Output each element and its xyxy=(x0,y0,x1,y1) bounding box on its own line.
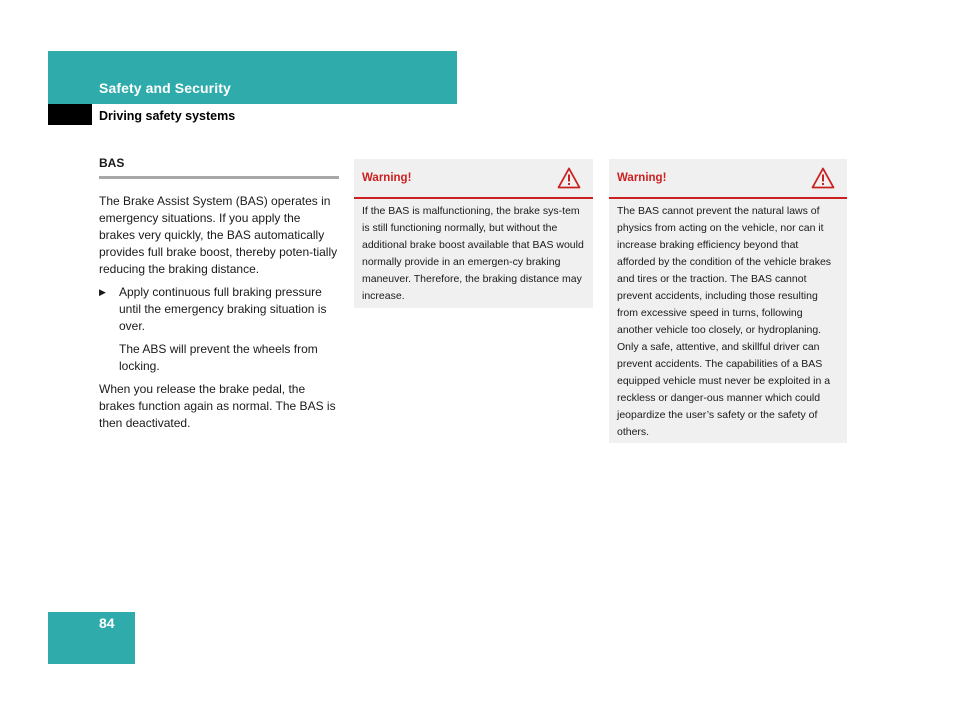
section-title: Safety and Security xyxy=(99,80,231,96)
warning-header xyxy=(609,159,847,199)
arrow-bullet-icon: ▶ xyxy=(99,287,106,297)
instruction-text: Apply continuous full braking pressure until the emergency braking situation is over. xyxy=(119,285,327,333)
page-tab xyxy=(48,612,135,664)
page-number: 84 xyxy=(99,615,115,631)
warning-label: Warning! xyxy=(362,172,412,184)
warning-text: If the BAS is malfunctioning, the brake sys-tem is still functioning normally, but without the additional brake boost available that BAS would normally provide in an emergen-cy braking maneuver. Therefore, the braking distance may increase. xyxy=(362,205,584,302)
bas-column xyxy=(99,155,339,432)
warning-header xyxy=(354,159,593,199)
bas-intro-paragraph: The Brake Assist System (BAS) operates in emergency situations. If you apply the brakes very quickly, the BAS automatically provides full brake boost, thereby poten-tially reducing the braking distance. xyxy=(99,194,338,276)
subsection-title: Driving safety systems xyxy=(99,109,236,123)
bas-heading: BAS xyxy=(99,155,339,179)
instruction-bullet xyxy=(99,284,339,335)
header-band xyxy=(48,51,457,104)
instruction-note: The ABS will prevent the wheels from locking. xyxy=(119,342,318,373)
warning-box-2 xyxy=(609,159,847,443)
warning-label: Warning! xyxy=(617,172,667,184)
section-marker xyxy=(48,104,92,125)
warning-triangle-icon xyxy=(811,167,835,189)
warning-text: The BAS cannot prevent the natural laws of physics from acting on the vehicle, nor can it increase braking efficiency beyond that afforded by the condition of the vehicle brakes and tires or the traction. The BAS cannot prevent accidents, including those resulting from excessive speed in turns, following another vehicle too closely, or hydroplaning. Only a safe, attentive, and skillful driver can prevent accidents. The capabilities of a BAS equipped vehicle must never be exploited in a reckless or danger-ous manner which could jeopardize the user’s safety or the safety of others. xyxy=(617,205,832,438)
warning-triangle-icon xyxy=(557,167,581,189)
bas-closing-paragraph: When you release the brake pedal, the brakes function again as normal. The BAS is then deactivated. xyxy=(99,382,336,430)
warning-box-1 xyxy=(354,159,593,308)
